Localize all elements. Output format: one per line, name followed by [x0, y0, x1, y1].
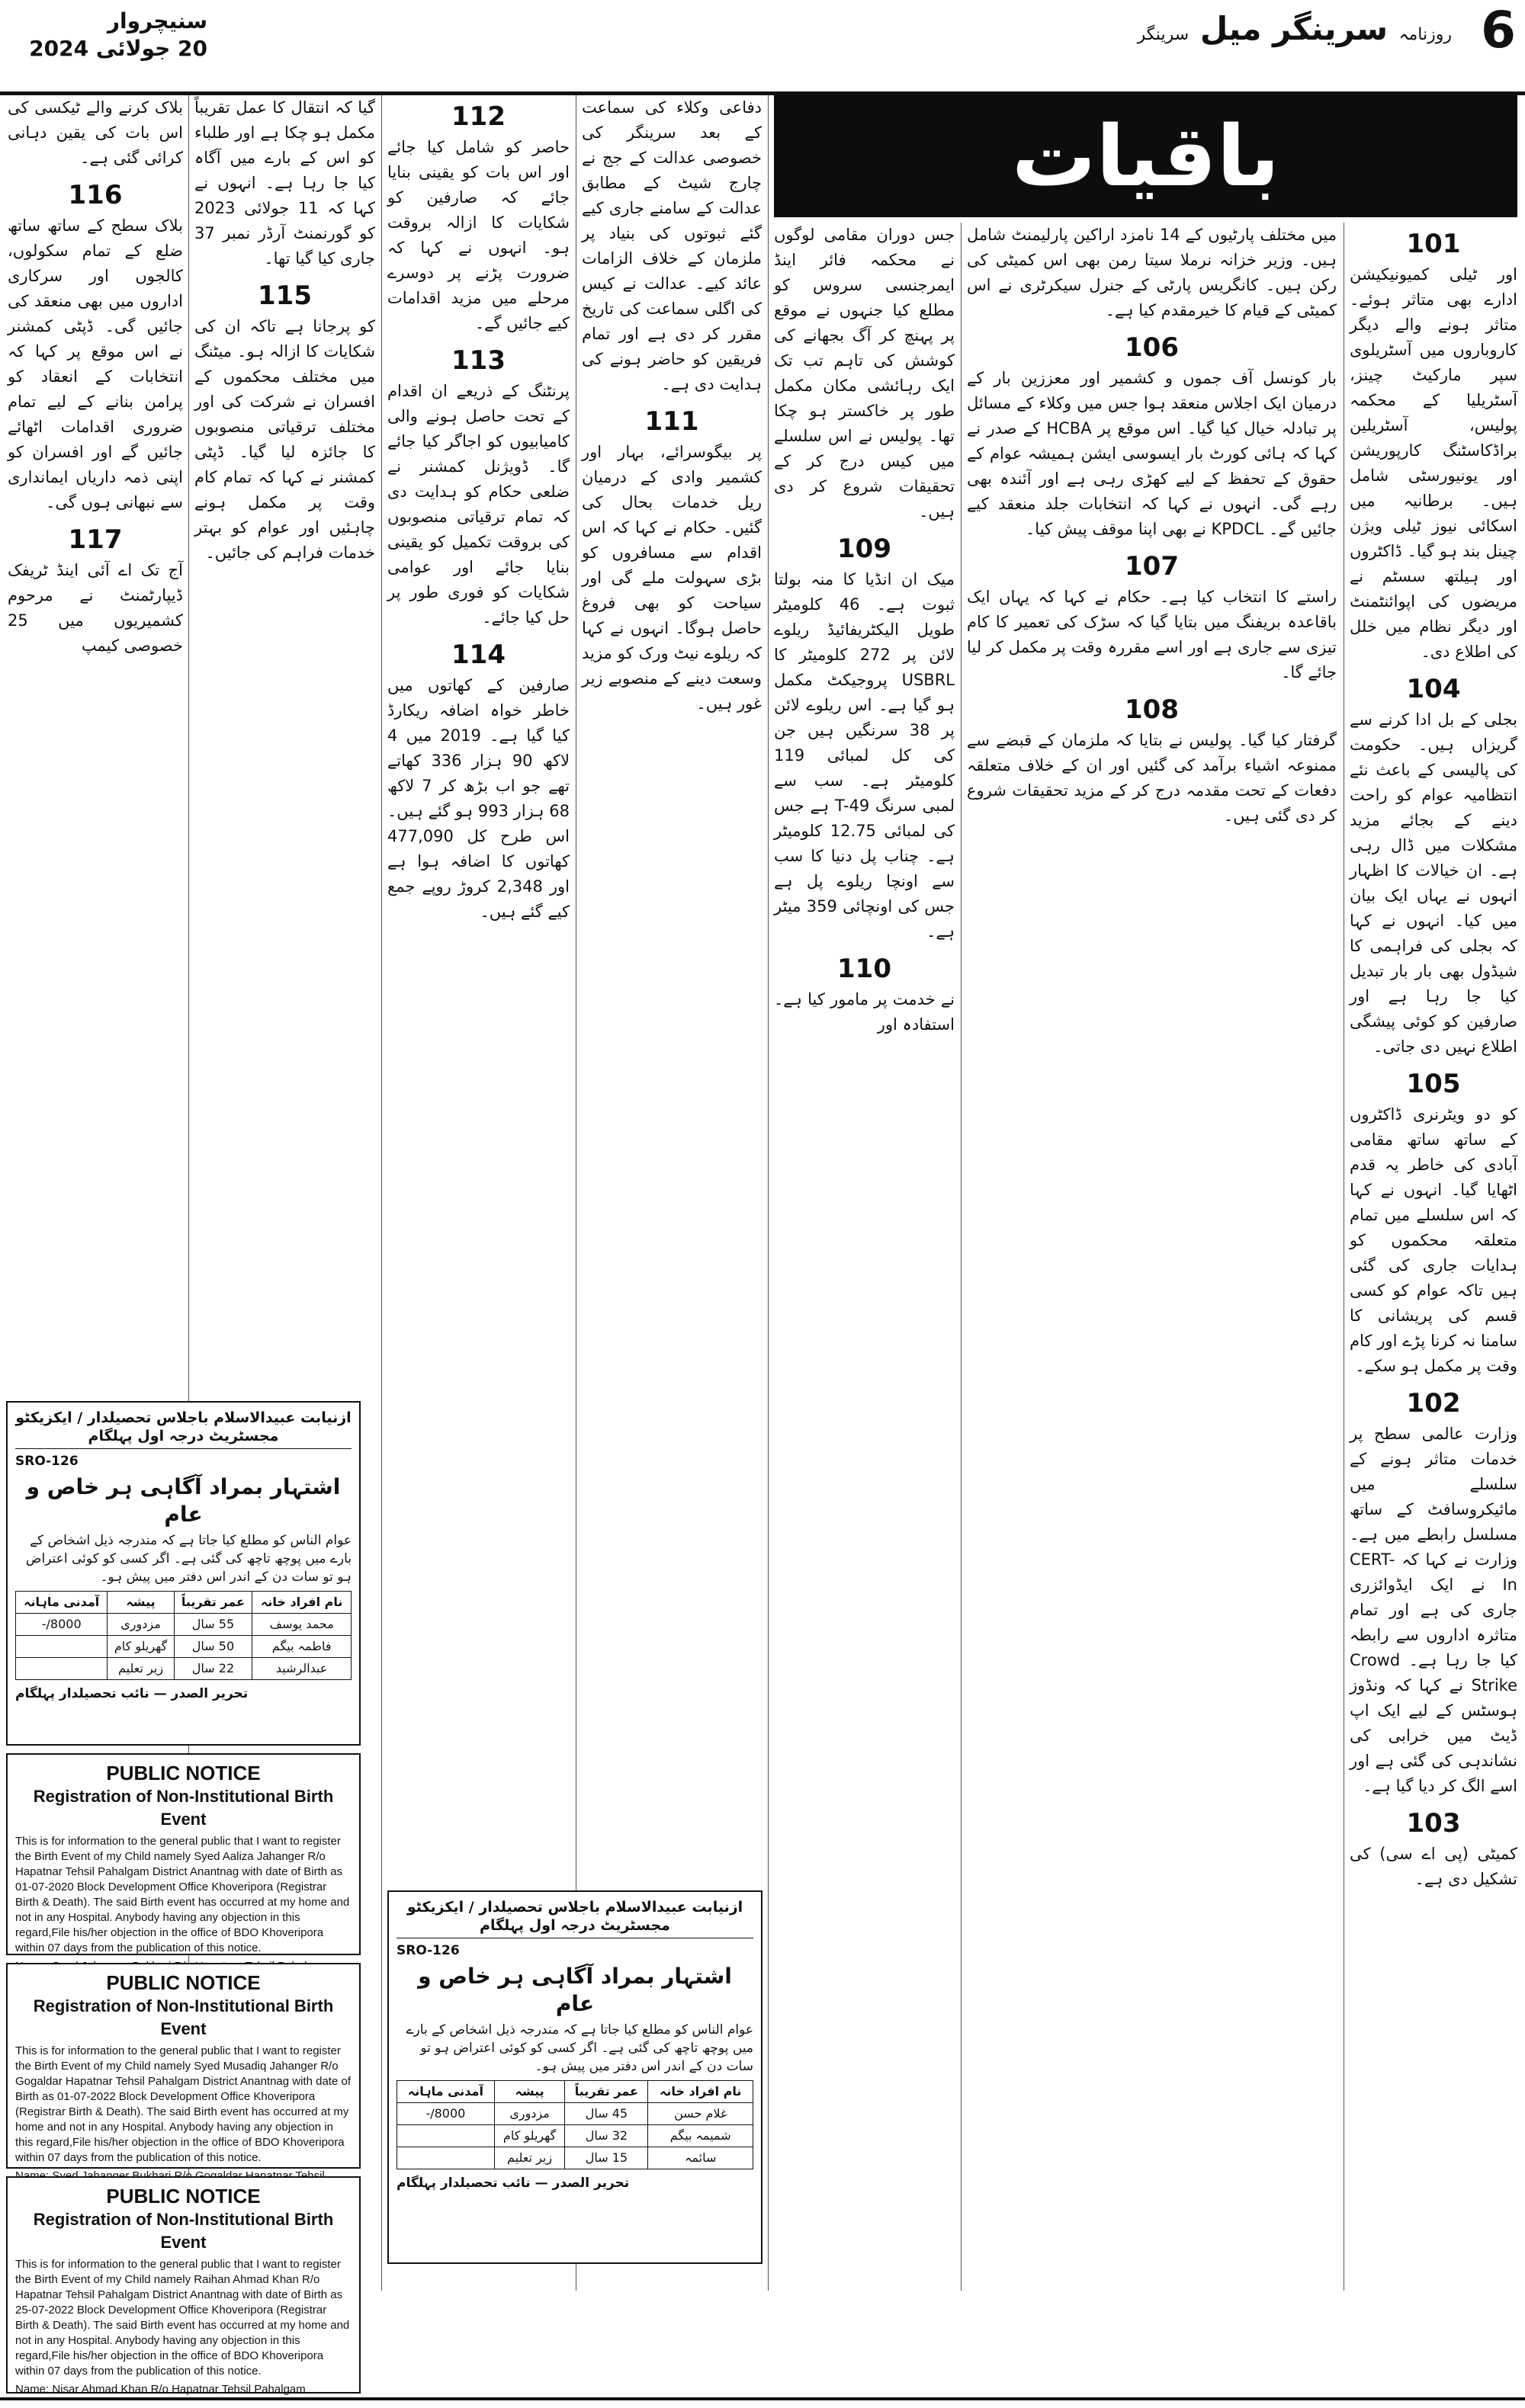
table-cell [397, 2125, 495, 2147]
news-item [774, 952, 955, 1037]
item-text: نے خدمت پر مامور کیا ہے۔ استفادہ اور [774, 990, 955, 1034]
item-text: حاصر کو شامل کیا جائے اور اس بات کو یقینی بنایا جائے کہ صارفین کو شکایات کا ازالہ بروقت ہو۔ انہوں نے کہا کہ ضرورت پڑنے پر دوسرے مرحلے میں مزید اقدامات کیے جائیں گے۔ [387, 138, 570, 332]
item-number: 102 [1406, 1388, 1461, 1419]
urdu-notice [6, 1401, 361, 1746]
table-cell: 50 سال [174, 1636, 252, 1658]
table-cell: 22 سال [174, 1658, 252, 1680]
item-number: 110 [837, 954, 891, 984]
item-text: جس دوران مقامی لوگوں نے محکمہ فائر اینڈ ایمرجنسی سروس کو مطلع کیا جنہوں نے موقع پر پہنچ کر آگ بجھانے کی کوشش کی تاہم تب تک ایک رہائشی مکان مکمل طور پر خاکستر ہو چکا تھا۔ پولیس نے اس سلسلے میں کیس درج کر کے تحقیقات شروع کر دی ہیں۔ [774, 226, 955, 521]
table-cell: زیر تعلیم [494, 2147, 565, 2169]
table-cell: 15 سال [565, 2147, 648, 2169]
item-number: 107 [1125, 551, 1179, 582]
column-3 [774, 223, 955, 2291]
notice-header: ازنیابت عبیدالاسلام باجلاس تحصیلدار / ایکزیکٹو مجسٹریٹ درجہ اول پہلگام [15, 1409, 352, 1449]
public-notice-body: This is for information to the general public that I want to register the Birth Event of my Child namely Syed Musadiq Jahanger R/o Gogaldar Hapatnar Tehsil Pahalgam District Anantnag with date of Birth as 01-07-2022 Block Development Office Khoveripora (Registrar Birth & Death). The said Birth event has occurred at my home and not in any Hospital. Anybody having any objection in this regard,File his/her objection in the office of BDO Khoveripora within 07 days from the publication of this notice. [15, 2044, 351, 2164]
table-cell: سائمہ [648, 2147, 753, 2169]
table-cell: 8000/- [16, 1614, 108, 1636]
news-item [774, 223, 955, 524]
table-row [16, 1636, 352, 1658]
item-text: گیا کہ انتقال کا عمل تقریباً مکمل ہو چکا ہے اور طلباء کو اس کے بارے میں آگاہ کیا جا رہا ہے۔ انہوں نے کہا کہ 11 جولائی 2023 کو گورنمنٹ آرڈر نمبر 37 جاری کیا گیا تھا۔ [194, 98, 375, 268]
notice-ref: SRO-126 [15, 1454, 79, 1469]
notice-footer: تحریر الصدر — نائب تحصیلدار پہلگام [15, 1686, 249, 1701]
item-number: 108 [1125, 694, 1179, 725]
column-5 [387, 95, 570, 1887]
news-item [774, 532, 955, 944]
section-banner [774, 95, 1517, 217]
notice-table [15, 1591, 352, 1680]
news-item [194, 95, 375, 271]
column-7 [8, 95, 183, 1391]
item-text: بلاک کرنے والے ٹیکسی کی اس بات کی یقین دہانی کرائی گئی ہے۔ [8, 98, 183, 167]
item-number: 105 [1406, 1069, 1461, 1099]
item-text: وزارت عالمی سطح پر خدمات متاثر ہونے کے سلسلے میں مائیکروسافٹ کے ساتھ مسلسل رابطے میں ہے۔ وزارت نے کہا کہ CERT-In نے ایک ایڈوائزری جاری کی ہے اور تمام متاثرہ اداروں سے رابطہ کیا جا رہا ہے۔ Crowd Strike نے کہا کہ ونڈوز ہوسٹس کے لیے ایک اپ ڈیٹ میں خرابی کی نشاندہی کی گئی ہے اور اسے الگ کر دیا گیا ہے۔ [1350, 1425, 1517, 1795]
notice-ref: SRO-126 [396, 1943, 460, 1958]
table-header-row [397, 2081, 753, 2103]
dateline [9, 8, 207, 63]
public-notice-subtitle: Registration of Non-Institutional Birth Event [33, 1787, 334, 1829]
item-text: بار کونسل آف جموں و کشمیر اور معززین بار کے درمیان ایک اجلاس منعقد ہوا جس میں وکلاء کے مسائل پر تبادلہ خیال کیا گیا۔ اس موقع پر HCBA کے صدر نے کہا کہ ہائی کورٹ بار ایسوسی ایشن ہمیشہ عوام کے حقوق کے تحفظ کے لیے کھڑی رہی ہے اور آئندہ بھی رہے گی۔ انہوں نے کہا کہ انتخابات جلد منعقد کیے جائیں گے۔ KPDCL نے بھی اپنا موقف پیش کیا۔ [967, 369, 1337, 538]
item-number: 115 [258, 281, 312, 311]
public-notice-name: Name: Nisar Ahmad Khan R/o Hapatnar Tehsil Pahalgam [15, 2383, 306, 2396]
news-item [1350, 227, 1517, 665]
news-item [1350, 1067, 1517, 1379]
notice-body: عوام الناس کو مطلع کیا جاتا ہے کہ مندرجہ ذیل اشخاص کے بارے میں پوچھ تاچھ کی گئی ہے۔ اگر کسی کو کوئی اعتراض ہو تو سات دن کے اندر اس دفتر میں پیش ہو۔ [25, 1533, 352, 1585]
table-cell: محمد یوسف [252, 1614, 352, 1636]
item-text: کو پرجانا ہے تاکہ ان کی شکایات کا ازالہ ہو۔ میٹنگ میں مختلف محکموں کے افسران نے شرکت کی اور مختلف ترقیاتی منصوبوں کا جائزہ لیا گیا۔ ڈپٹی کمشنر نے کہا کہ تمام کام وقت پر مکمل ہونے چاہئیں اور عوام کو بہتر خدمات فراہم کی جائیں۔ [194, 317, 375, 562]
table-header: پیشہ [494, 2081, 565, 2103]
table-row [16, 1614, 352, 1636]
column-rule [381, 95, 382, 2291]
table-header: نام افراد خانہ [252, 1592, 352, 1614]
public-notice [6, 1963, 361, 2169]
item-text: صارفین کے کھاتوں میں خاطر خواہ اضافہ ریکارڈ کیا گیا ہے۔ 2019 میں 4 لاکھ 90 ہزار 336 کھاتے تھے جو اب بڑھ کر 7 لاکھ 68 ہزار 993 ہو گئے ہیں۔ اس طرح کل 477,090 کھاتوں کا اضافہ ہوا ہے اور 2,348 کروڑ روپے جمع کیے گئے ہیں۔ [387, 676, 570, 921]
table-cell: 8000/- [397, 2103, 495, 2125]
public-notice-subtitle: Registration of Non-Institutional Birth Event [33, 2210, 334, 2252]
public-notice-title: PUBLIC NOTICE [106, 1971, 261, 1994]
item-text: پرنٹنگ کے ذریعے ان اقدام کے تحت حاصل ہونے والی کامیابیوں کو اجاگر کیا جائے گا۔ ڈویژنل کمشنر نے ضلعی حکام کو ہدایت دی کہ تمام ترقیاتی منصوبوں کی بروقت تکمیل کو یقینی بنایا جائے اور عوامی شکایات کو فوری طور پر حل کیا جائے۔ [387, 382, 570, 627]
paper-city: سرینگر [1137, 25, 1190, 44]
news-item [8, 178, 183, 515]
news-item [967, 550, 1337, 685]
paper-title: سرینگر میل [1199, 10, 1388, 47]
table-row [16, 1658, 352, 1680]
footer-rule [0, 2397, 1525, 2400]
weekday: سنیچروار [107, 8, 207, 34]
table-cell: فاطمہ بیگم [252, 1636, 352, 1658]
item-number: 113 [451, 345, 506, 376]
table-header-row [16, 1592, 352, 1614]
item-text: بلاک سطح کے ساتھ ساتھ ضلع کے تمام سکولوں، کالجوں اور سرکاری اداروں میں بھی منعقد کی جائیں گی۔ ڈپٹی کمشنر نے اس موقع پر کہا کہ انتخابات کے انعقاد کو پرامن بنانے کے لیے تمام ضروری اقدامات اٹھائے جائیں گے اور افسران کو اپنی ذمہ داریاں ایمانداری سے نبھانی ہوں گی۔ [8, 216, 183, 511]
notice-body: عوام الناس کو مطلع کیا جاتا ہے کہ مندرجہ ذیل اشخاص کے بارے میں پوچھ تاچھ کی گئی ہے۔ اگر کسی کو کوئی اعتراض ہو تو سات دن کے اندر اس دفتر میں پیش ہو۔ [406, 2022, 753, 2074]
column-rule [961, 223, 962, 2291]
notice-footer: تحریر الصدر — نائب تحصیلدار پہلگام [396, 2176, 630, 2191]
item-text: بجلی کے بل ادا کرنے سے گریزاں ہیں۔ حکومت کی پالیسی کے باعث نئے انتظامیہ عوام کو راحت دینے کے بجائے مزید مشکلات میں ڈال رہی ہے۔ ان خیالات کا اظہار انہوں نے یہاں ایک بیان میں کیا۔ انہوں نے کہا کہ بجلی کی فراہمی کا شیڈول بھی بار بار تبدیل کیا جا رہا ہے اور صارفین کو کوئی پیشگی اطلاع نہیں دی جاتی۔ [1350, 710, 1517, 1056]
paper-name [1138, 8, 1452, 56]
table-cell: عبدالرشید [252, 1658, 352, 1680]
news-item [967, 331, 1337, 542]
urdu-notice [387, 1890, 762, 2264]
item-number: 116 [68, 180, 123, 210]
item-number: 106 [1125, 332, 1179, 363]
news-item [194, 279, 375, 566]
item-number: 104 [1406, 674, 1461, 704]
item-text: میک ان انڈیا کا منہ بولتا ثبوت ہے۔ 46 کلومیٹر طویل الیکٹریفائیڈ ریلوے لائن پر 272 کلومیٹر کا USBRL پروجیکٹ مکمل ہو گیا ہے۔ اس ریلوے لائن پر 38 سرنگیں ہیں جن کی کل لمبائی 119 کلومیٹر ہے۔ سب سے لمبی سرنگ T-49 ہے جس کی لمبائی 12.75 کلومیٹر ہے۔ چناب پل دنیا کا سب سے اونچا ریلوے پل ہے جس کی اونچائی 359 میٹر ہے۔ [774, 570, 955, 941]
item-text: آج تک اے آئی اینڈ ٹریفک ڈیپارٹمنٹ نے مرحوم کشمیریوں میں 25 خصوصی کیمپ [8, 561, 183, 655]
news-item [582, 405, 762, 717]
item-number: 117 [68, 524, 123, 555]
table-cell: 55 سال [174, 1614, 252, 1636]
table-header: نام افراد خانہ [648, 2081, 753, 2103]
table-cell: شمیمہ بیگم [648, 2125, 753, 2147]
table-cell [397, 2147, 495, 2169]
table-cell: مزدوری [494, 2103, 565, 2125]
news-item [8, 523, 183, 659]
table-header: آمدنی ماہانہ [16, 1592, 108, 1614]
item-number: 109 [837, 534, 891, 564]
news-item [582, 95, 762, 397]
item-text: میں مختلف پارٹیوں کے 14 نامزد اراکین پارلیمنٹ شامل ہیں۔ وزیر خزانہ نرملا سیتا رمن بھی اس کمیٹی کی رکن ہیں۔ کانگریس پارٹی کے جنرل سیکرٹری نے اس کمیٹی کے قیام کا خیرمقدم کیا ہے۔ [967, 226, 1337, 319]
item-number: 112 [451, 101, 506, 132]
table-cell: 45 سال [565, 2103, 648, 2125]
public-notice [6, 1753, 361, 1955]
table-cell: زیر تعلیم [108, 1658, 174, 1680]
public-notice-subtitle: Registration of Non-Institutional Birth Event [33, 1996, 334, 2038]
table-header: عمر تقریباً [565, 2081, 648, 2103]
date: 20 جولائی 2024 [29, 36, 207, 61]
public-notice-title: PUBLIC NOTICE [106, 1762, 261, 1784]
table-cell: گھریلو کام [494, 2125, 565, 2147]
news-item [967, 223, 1337, 323]
item-number: 114 [451, 640, 506, 670]
table-row [397, 2147, 753, 2169]
column-1 [1350, 223, 1517, 2291]
section-title: باقیات [1011, 107, 1280, 205]
public-notice-body: This is for information to the general public that I want to register the Birth Event of my Child namely Syed Aaliza Jahanger R/o Hapatnar Tehsil Pahalgam District Anantnag with date of Birth as 01-07-2020 Block Development Office Khoveripora (Registrar Birth & Death). The said Birth event has occurred at my home and not in any Hospital. Anybody having any objection in this regard,File his/her objection in the office of BDO Khoveripora within 07 days from the publication of this notice. [15, 1835, 350, 1954]
page-number: 6 [1481, 1, 1516, 59]
public-notice [6, 2176, 361, 2394]
item-number: 103 [1406, 1808, 1461, 1839]
item-text: کمیٹی (پی اے سی) کی تشکیل دی ہے۔ [1350, 1845, 1517, 1888]
column-rule [768, 95, 769, 2291]
notice-table [396, 2080, 753, 2169]
news-item [8, 95, 183, 171]
notice-title: اشتہار بمراد آگاہی ہر خاص و عام [418, 1964, 732, 2016]
table-cell: غلام حسن [648, 2103, 753, 2125]
news-item [387, 344, 570, 630]
table-header: عمر تقریباً [174, 1592, 252, 1614]
item-text: راستے کا انتخاب کیا ہے۔ حکام نے کہا کہ یہاں ایک باقاعدہ بریفنگ میں بتایا گیا کہ سڑک کی تعمیر کا کام تیزی سے جاری ہے اور اسے مقررہ وقت پر مکمل کر لیا جائے گا۔ [967, 588, 1337, 681]
public-notice-body: This is for information to the general public that I want to register the Birth Event of my Child namely Raihan Ahmad Khan R/o Hapatnar Tehsil Pahalgam District Anantnag with date of Birth as 25-07-2022 Block Development Office Khoveripora (Registrar Birth & Death). The said Birth event has occurred at my home and not in any Hospital. Anybody having any objection in this regard,File his/her objection in the office of BDO Khoveripora within 07 days from the publication of this notice. [15, 2258, 350, 2378]
item-text: اور ٹیلی کمیونیکیشن ادارے بھی متاثر ہوئے۔ متاثر ہونے والے دیگر کاروباروں میں آسٹریلوی سپر مارکیٹ چینز، آسٹریلیا کے محکمہ پولیس، آسٹریلین براڈکاسٹنگ کارپوریشن اور یونیورسٹی شامل ہیں۔ برطانیہ میں اسکائی نیوز ٹیلی ویژن چینل بند ہو گیا۔ ڈاکٹروں اور ہیلتھ سسٹم نے مریضوں کی اپوائنٹمنٹ اور دیگر نظام میں خلل کی اطلاع دی۔ [1350, 265, 1517, 661]
news-item [1350, 672, 1517, 1060]
news-item [1350, 1807, 1517, 1892]
public-notice-title: PUBLIC NOTICE [106, 2185, 261, 2208]
table-header: آمدنی ماہانہ [397, 2081, 495, 2103]
paper-prefix: روزنامہ [1398, 25, 1452, 44]
item-text: دفاعی وکلاء کی سماعت کے بعد سرینگر کی خصوصی عدالت کے جج نے چارج شیٹ کے مطابق عدالت کے سامنے جاری کیے گئے ثبوتوں کی بنیاد پر ملزمان کے خلاف الزامات عائد کیے۔ عدالت نے کیس کی اگلی سماعت کی تاریخ مقرر کر دی ہے اور تمام فریقین کو حاضر ہونے کی ہدایت دی ہے۔ [582, 98, 762, 393]
notice-title: اشتہار بمراد آگاہی ہر خاص و عام [26, 1474, 341, 1527]
masthead [0, 0, 1525, 95]
news-item [1350, 1387, 1517, 1799]
table-cell: مزدوری [108, 1614, 174, 1636]
column-4 [582, 95, 762, 1948]
news-item [387, 100, 570, 336]
column-2 [967, 223, 1337, 2291]
news-item [387, 638, 570, 925]
notice-header: ازنیابت عبیدالاسلام باجلاس تحصیلدار / ایکزیکٹو مجسٹریٹ درجہ اول پہلگام [396, 1898, 753, 1938]
item-text: گرفتار کیا گیا۔ پولیس نے بتایا کہ ملزمان کے قبضے سے ممنوعہ اشیاء برآمد کی گئیں اور ان کے خلاف متعلقہ دفعات کے تحت مقدمہ درج کر کے مزید تحقیقات شروع کر دی گئی ہیں۔ [967, 731, 1337, 825]
item-text: پر بیگوسرائے، بہار اور کشمیر وادی کے درمیان ریل خدمات بحال کی گئیں۔ حکام نے کہا کہ اس اقدام سے مسافروں کو بڑی سہولت ملے گی اور سیاحت کو بھی فروغ حاصل ہوگا۔ انہوں نے کہا کہ ریلوے نیٹ ورک کو مزید وسعت دینے کے منصوبے زیر غور ہیں۔ [582, 443, 762, 713]
table-row [397, 2103, 753, 2125]
item-number: 101 [1406, 229, 1461, 259]
table-cell: گھریلو کام [108, 1636, 174, 1658]
table-header: پیشہ [108, 1592, 174, 1614]
table-cell [16, 1658, 108, 1680]
news-item [967, 693, 1337, 829]
table-cell: 32 سال [565, 2125, 648, 2147]
item-text: کو دو ویٹرنری ڈاکٹروں کے ساتھ ساتھ مقامی آبادی کی خاطر یہ قدم اٹھایا گیا۔ انہوں نے کہا کہ اس سلسلے میں تمام متعلقہ محکموں کو ہدایات جاری کی گئی ہیں تاکہ عوام کو کسی قسم کی پریشانی کا سامنا نہ کرنا پڑے اور کام وقت پر مکمل ہو سکے۔ [1350, 1105, 1517, 1375]
table-row [397, 2125, 753, 2147]
item-number: 111 [644, 406, 699, 437]
table-cell [16, 1636, 108, 1658]
